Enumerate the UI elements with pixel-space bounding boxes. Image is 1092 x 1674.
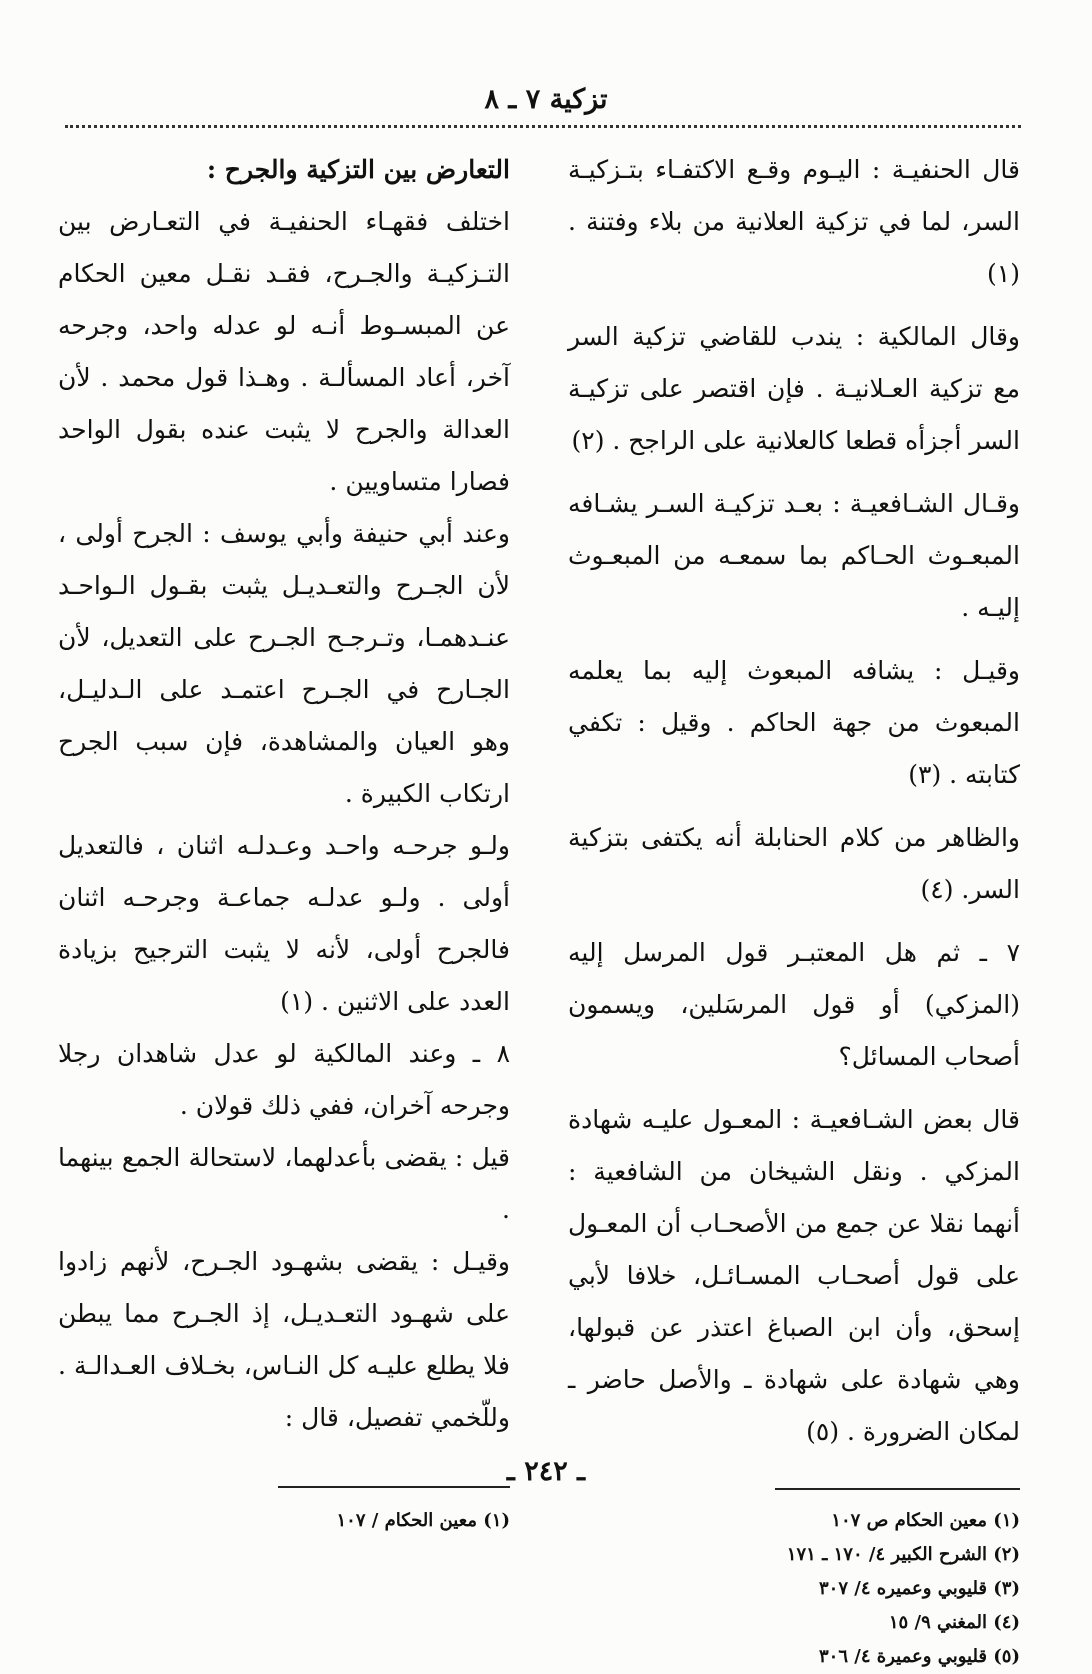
footnote: (٣) قليوبي وعميره ٤/ ٣٠٧ bbox=[819, 1578, 1020, 1599]
paragraph: وقال المالكية : يندب للقاضي تزكية السر مع تزكية العـلانيـة . فإن اقتصر على تزكيـة السر أجزأه قطعا كالعلانية على الراجح . (٢) bbox=[568, 322, 1020, 455]
footnote-separator bbox=[775, 1488, 1020, 1490]
paragraph: ٧ ـ ثم هل المعتبـر قول المرسل إليه (المزكي) أو قول المرسَلين، ويسمون أصحاب المسائل؟ bbox=[568, 938, 1020, 1071]
footnote: (١) معين الحكام / ١٠٧ bbox=[336, 1510, 510, 1531]
paragraph: ٨ ـ وعند المالكية لو عدل شاهدان رجلا وجرحه آخران، ففي ذلك قولان . bbox=[58, 1039, 510, 1120]
footnote: (١) معين الحكام ص ١٠٧ bbox=[831, 1510, 1020, 1531]
footnote: (٢) الشرح الكبير ٤/ ١٧٠ ـ ١٧١ bbox=[786, 1544, 1020, 1565]
paragraph: وقـال الشـافعيـة : بعـد تزكيـة السـر يشـافه المبعـوث الحـاكم بما سمعـه من المبعـوث إليـه . bbox=[568, 489, 1020, 622]
footnote: (٥) قليوبي وعميرة ٤/ ٣٠٦ bbox=[819, 1646, 1020, 1667]
footnotes bbox=[568, 1504, 1020, 1674]
paragraph: ولـو جرحـه واحـد وعـدلـه اثنان ، فالتعديل أولى . ولـو عدلـه جماعـة وجرحـه اثنان فالجرح أولى، لأنه لا يثبت الترجيح بزيادة العدد على الاثنين . (١) bbox=[58, 831, 510, 1016]
header-dotted-rule bbox=[65, 125, 1021, 128]
paragraph: وقيـل : يشافه المبعوث إليه بما يعلمه المبعوث من جهة الحاكم . وقيل : تكفي كتابته . (٣) bbox=[568, 656, 1020, 789]
footnotes bbox=[58, 1504, 510, 1538]
paragraph: وعند أبي حنيفة وأبي يوسف : الجرح أولى ، لأن الجـرح والتعـديـل يثبت بقـول الـواحـد عنـدهمـا، وتـرجـح الجـرح على التعديل، لأن الجـارح في الجـرح اعتمـد على الـدليـل، وهو العيان والمشاهدة، فإن سبب الجرح ارتكاب الكبيرة . bbox=[58, 519, 510, 808]
footnote: (٤) المغني ٩/ ١٥ bbox=[888, 1612, 1020, 1633]
paragraph: قال الحنفيـة : اليـوم وقـع الاكتفـاء بتـزكيـة السر، لما في تزكية العلانية من بلاء وفتنة . (١) bbox=[568, 155, 1020, 288]
paragraph: اختلف فقهـاء الحنفيـة في التعـارض بين التـزكيـة والجـرح، فقـد نقـل معين الحكام عن المبسـوط أنـه لو عدله واحد، وجرحه آخر، أعاد المسألـة . وهـذا قول محمد . لأن العدالة والجرح لا يثبت عنده بقول الواحد فصارا متساويين . bbox=[58, 207, 510, 496]
left-column bbox=[58, 144, 510, 1538]
paragraph: قال بعض الشـافعيـة : المعـول عليـه شهادة المزكي . ونقل الشيخان من الشافعية : أنهما نقلا عن جمع من الأصحـاب أن المعـول على قول أصحـاب المسـائـل، خلافا لأبي إسحق، وأن ابن الصباغ اعتذر عن قبولها، وهي شهادة على شهادة ـ والأصل حاضر ـ لمكان الضرورة . (٥) bbox=[568, 1105, 1020, 1446]
paragraph: قيل : يقضى بأعدلهما، لاستحالة الجمع بينهما . bbox=[58, 1143, 510, 1224]
page-number: ـ ٢٤٢ ـ bbox=[506, 1456, 586, 1487]
paragraph: والظاهر من كلام الحنابلة أنه يكتفى بتزكية السر. (٤) bbox=[568, 823, 1020, 904]
section-heading: التعارض بين التزكية والجرح : bbox=[206, 155, 510, 184]
paragraph: وقيـل : يقضى بشهـود الجـرح، لأنهم زادوا على شهـود التعـديـل، إذ الجـرح مما يبطن فلا يطلع عليـه كل النـاس، بخـلاف العـدالـة . وللّخمي تفصيل، قال : bbox=[58, 1247, 510, 1432]
right-column bbox=[568, 144, 1020, 1674]
page-header-title: تزكية ٧ ـ ٨ bbox=[484, 84, 608, 115]
